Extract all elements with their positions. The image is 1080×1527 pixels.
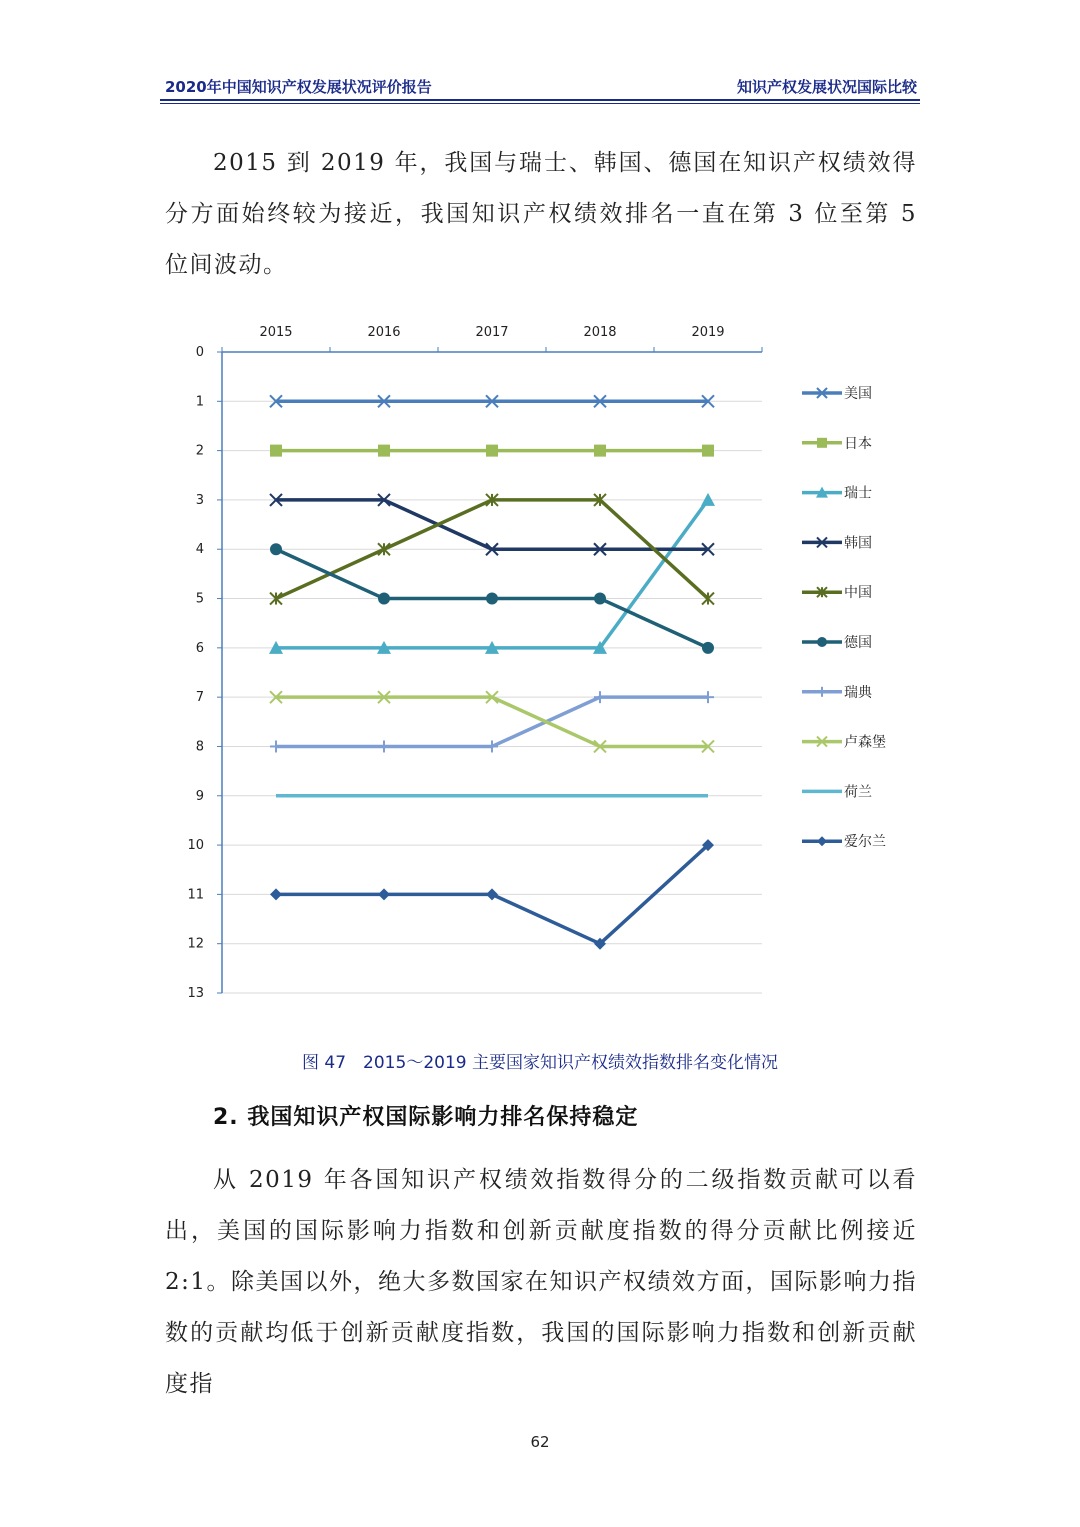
x-tick-label: 2017 <box>475 325 509 340</box>
series-1 <box>270 445 714 457</box>
series-line <box>276 500 708 648</box>
legend-item <box>802 684 873 701</box>
y-tick-label: 3 <box>195 492 204 508</box>
y-tick-label: 8 <box>195 739 204 755</box>
y-tick-label: 6 <box>195 640 204 656</box>
data-point <box>270 740 282 752</box>
legend-item <box>802 734 886 751</box>
x-tick-label: 2018 <box>583 325 617 340</box>
ranking-line-chart <box>160 310 920 1030</box>
series-0 <box>270 395 714 407</box>
data-point <box>486 888 498 900</box>
series-line <box>276 697 708 746</box>
page-number: 62 <box>530 1433 550 1451</box>
data-point <box>486 445 498 457</box>
data-point <box>378 445 390 457</box>
data-point <box>817 687 827 697</box>
data-point <box>270 888 282 900</box>
intro-paragraph: 2015 到 2019 年，我国与瑞士、韩国、德国在知识产权绩效得分方面始终较为接近，我国知识产权绩效排名一直在第 3 位至第 5 位间波动。 <box>165 150 917 278</box>
y-tick-label: 12 <box>187 936 204 952</box>
data-point <box>486 593 498 605</box>
legend-label: 中国 <box>844 585 872 602</box>
header-report-title: 2020年中国知识产权发展状况评价报告 <box>165 78 432 96</box>
data-point <box>594 691 606 703</box>
legend-item <box>802 584 872 601</box>
header-chapter-title: 知识产权发展状况国际比较 <box>736 78 917 96</box>
legend-item <box>802 485 872 502</box>
series-line <box>276 500 708 549</box>
legend-label: 荷兰 <box>844 784 872 801</box>
chart-series <box>269 395 715 949</box>
data-point <box>817 637 827 647</box>
legend-item <box>802 635 872 651</box>
legend-item <box>802 834 886 850</box>
data-point <box>817 836 827 846</box>
data-point <box>702 691 714 703</box>
body-paragraph: 从 2019 年各国知识产权绩效指数得分的二级指数贡献可以看出，美国的国际影响力指数和创新贡献度指数的得分贡献比例接近 2:1。除美国以外，绝大多数国家在知识产权绩效方面，国际影响力指数的贡献均低于创新贡献度指数，我国的国际影响力指数和创新贡献度指 <box>165 1167 918 1397</box>
legend-label: 瑞典 <box>844 684 872 701</box>
series-2 <box>269 493 715 654</box>
legend-item <box>802 784 872 800</box>
legend-label: 瑞士 <box>844 485 872 502</box>
legend-label: 卢森堡 <box>844 734 886 751</box>
legend-label: 德国 <box>844 635 872 651</box>
y-tick-label: 4 <box>195 542 204 558</box>
header-rule <box>160 99 920 104</box>
x-tick-label: 2019 <box>691 325 725 340</box>
y-tick-label: 10 <box>187 838 204 854</box>
data-point <box>817 438 827 448</box>
data-point <box>702 642 714 654</box>
data-point <box>270 445 282 457</box>
legend-label: 日本 <box>844 435 872 452</box>
data-point <box>486 740 498 752</box>
legend-item <box>802 386 872 402</box>
data-point <box>270 543 282 555</box>
y-tick-label: 0 <box>195 345 204 360</box>
data-point <box>378 740 390 752</box>
legend-label: 爱尔兰 <box>844 834 886 851</box>
legend-label: 韩国 <box>844 535 872 552</box>
y-tick-label: 2 <box>195 443 204 459</box>
y-tick-label: 11 <box>187 887 204 903</box>
series-line <box>276 697 708 746</box>
y-tick-label: 5 <box>195 591 204 607</box>
figure-caption: 图 47 2015～2019 主要国家知识产权绩效指数排名变化情况 <box>302 1053 778 1073</box>
x-tick-label: 2016 <box>367 325 401 340</box>
data-point <box>702 445 714 457</box>
x-tick-label: 2015 <box>259 325 293 340</box>
legend-label: 美国 <box>844 386 872 402</box>
chart-legend <box>802 386 886 850</box>
chart-axes <box>187 325 762 1001</box>
series-6 <box>270 691 714 752</box>
legend-item <box>802 534 872 551</box>
data-point <box>378 593 390 605</box>
y-tick-label: 7 <box>195 690 204 706</box>
data-point <box>594 445 606 457</box>
data-point <box>594 593 606 605</box>
legend-item <box>802 435 872 452</box>
y-tick-label: 13 <box>187 986 204 1001</box>
y-tick-label: 9 <box>195 788 204 804</box>
section-heading: 2. 我国知识产权国际影响力排名保持稳定 <box>213 1105 639 1130</box>
data-point <box>378 888 390 900</box>
y-tick-label: 1 <box>195 394 204 410</box>
